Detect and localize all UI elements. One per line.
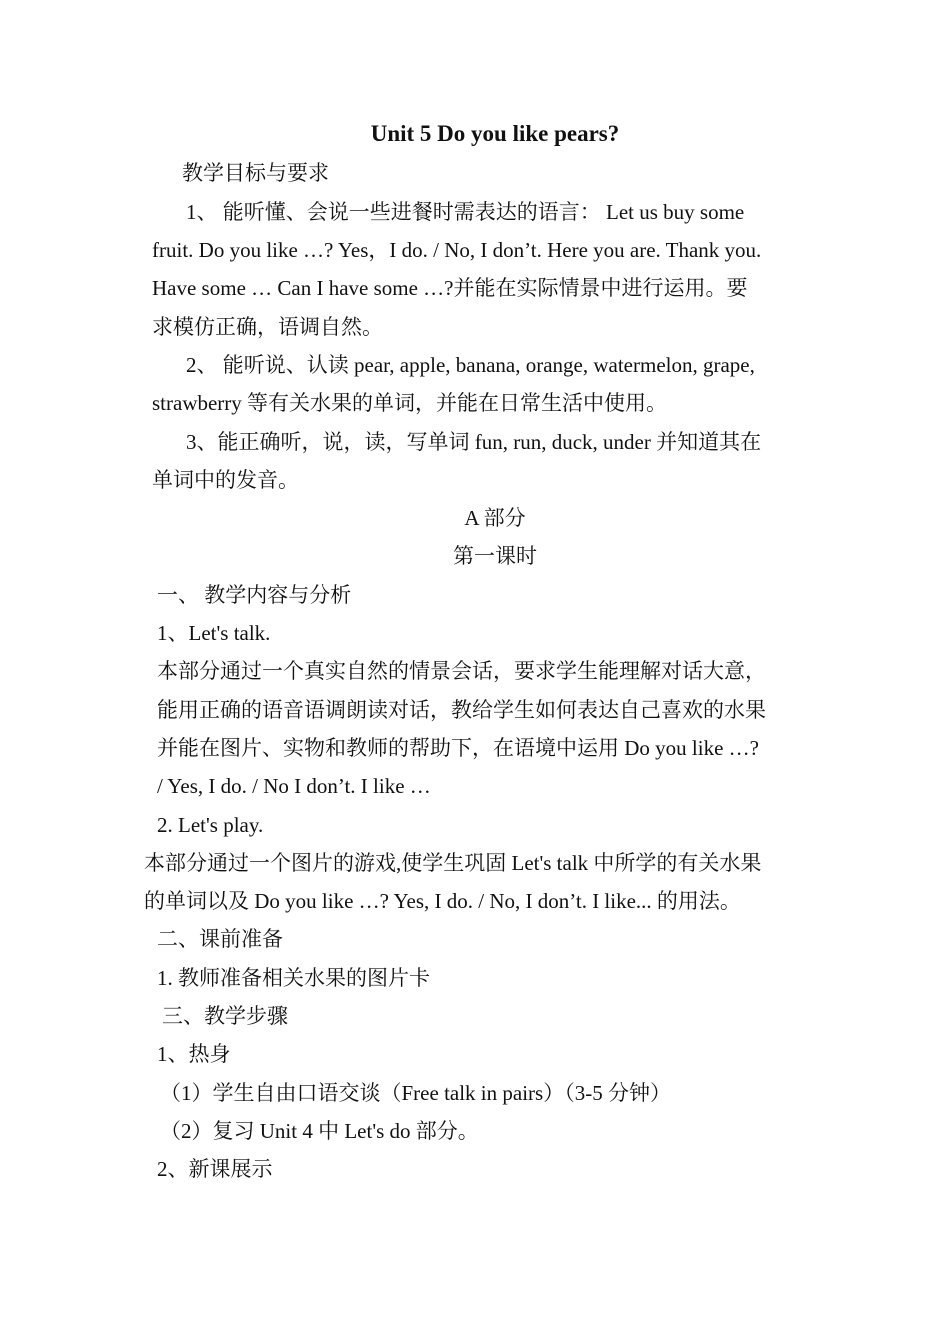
objective-1-line-4: 求模仿正确，语调自然。 [152, 315, 383, 339]
objective-1-line-3: Have some … Can I have some …?并能在实际情景中进行运用。要 [152, 276, 748, 300]
objective-2-line-2: strawberry 等有关水果的单词，并能在日常生活中使用。 [152, 391, 668, 415]
lets-play-desc-line-1: 本部分通过一个图片的游戏,使学生巩固 Let's talk 中所学的有关水果 [144, 851, 762, 875]
page-title: Unit 5 Do you like pears? [370, 121, 620, 146]
section-1-heading: 一、 教学内容与分析 [157, 583, 352, 607]
objective-2-line-1: 2、 能听说、认读 pear, apple, banana, orange, watermelon, grape, [186, 353, 755, 377]
lets-talk-desc-line-4: / Yes, I do. / No I don’t. I like … [157, 774, 431, 798]
lets-talk-desc-line-1: 本部分通过一个真实自然的情景会话，要求学生能理解对话大意， [157, 659, 766, 683]
step-1-item-a: （1）学生自由口语交谈（Free talk in pairs）（3-5 分钟） [160, 1081, 671, 1105]
lets-play-label: 2. Let's play. [157, 813, 264, 837]
step-1-item-b: （2）复习 Unit 4 中 Let's do 部分。 [160, 1119, 479, 1143]
section-3-heading: 三、教学步骤 [162, 1004, 288, 1028]
prep-item-1: 1. 教师准备相关水果的图片卡 [157, 966, 430, 990]
lets-talk-label: 1、Let's talk. [157, 621, 271, 645]
objective-3-line-1: 3、能正确听，说，读，写单词 fun, run, duck, under 并知道其在 [186, 430, 762, 454]
lets-talk-desc-line-2: 能用正确的语音语调朗读对话，教给学生如何表达自己喜欢的水果 [157, 698, 766, 722]
part-a-heading: A 部分 [464, 506, 526, 530]
objective-3-line-2: 单词中的发音。 [152, 468, 299, 492]
lets-play-desc-line-2: 的单词以及 Do you like …? Yes, I do. / No, I don’t. I like... 的用法。 [144, 889, 741, 913]
objectives-heading: 教学目标与要求 [182, 161, 329, 185]
lets-talk-desc-line-3: 并能在图片、实物和教师的帮助下，在语境中运用 Do you like …? [157, 736, 759, 760]
objective-1-line-1: 1、 能听懂、会说一些进餐时需表达的语言： Let us buy some [186, 200, 745, 224]
objective-1-line-2: fruit. Do you like …? Yes，I do. / No, I don’t. Here you are. Thank you. [152, 238, 762, 262]
lesson-heading: 第一课时 [453, 544, 537, 568]
step-2-heading: 2、新课展示 [157, 1157, 273, 1181]
section-2-heading: 二、课前准备 [157, 927, 283, 951]
step-1-heading: 1、热身 [157, 1042, 231, 1066]
